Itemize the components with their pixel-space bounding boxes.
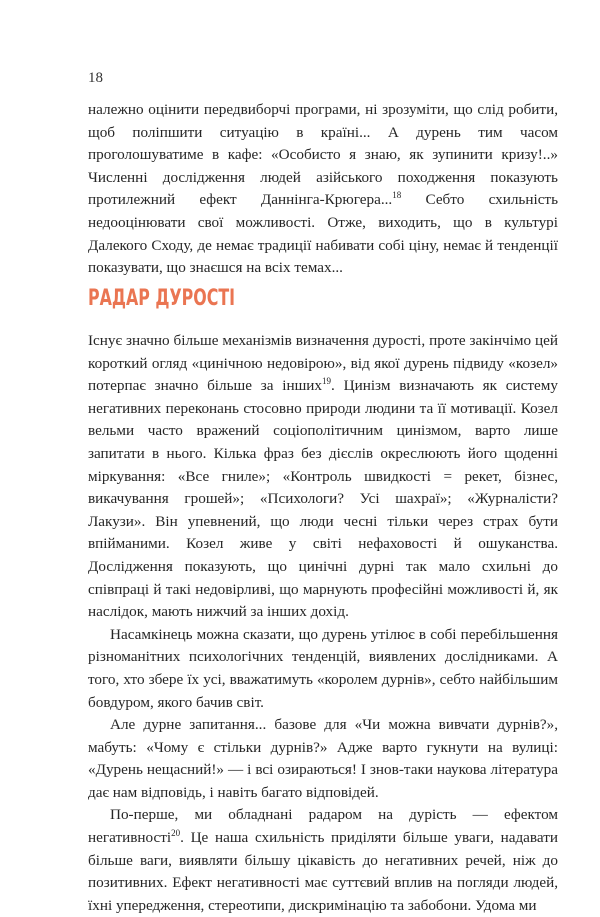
paragraph-text: Насамкінець можна сказати, що дурень утілює в собі перебільшення різноманітних психологічних тенденцій, виявлених дослідниками. А того, хто збере їх усі, вважатимуть «королем дурнів», себто найбільшим бовдуром, якого бачив світ. — [88, 625, 558, 711]
footnote-ref: 20 — [171, 828, 181, 838]
paragraph-text: По-перше, ми обладнані радаром на дурість — ефектом негативності — [88, 806, 558, 847]
paragraph — [88, 804, 558, 917]
section-body — [88, 330, 558, 917]
paragraph-text: . Цинізм визначають як систему негативних переконань стосовно природи людини та її мотивації. Козел вельми часто вражений соціополітичним цинізмом, варто лише запитати в нього. Кілька фраз без дієслів окреслюють його щоденні міркування: «Все гниле»; «Контроль швидкості = рекет, бізнес, викачування грошей»; «Психологи? Усі шахраї»; «Журналісти? Лакузи». Він упевнений, що люди чесні тільки через страх бути впійманими. Козел живе у світі нефаховості й ошуканства. Дослідження показують, що цинічні дурні так мало схильні до співпраці й такі недовірливі, що марнують професійні можливості й, як наслідок, мають нижчий за інших дохід. — [88, 377, 559, 621]
paragraph-text: Існує значно більше механізмів визначення дурості, проте закінчімо цей короткий огляд «цинічною недовірою», від якої дурень підвиду «козел» потерпає значно більше за інших — [88, 332, 558, 395]
intro-text — [88, 99, 558, 280]
section-heading: РАДАР ДУРОСТІ — [88, 286, 236, 311]
paragraph — [88, 714, 558, 804]
paragraph — [88, 624, 558, 714]
paragraph-text: . Це наша схильність приділяти більше уваги, надавати більше ваги, виявляти більшу цікавість до негативних речей, ніж до позитивних. Ефект негативності має суттєвий вплив на погляди людей, їхні упередження, стереотипи, дискримінацію та забобони. Удома ми — [88, 829, 558, 914]
paragraph-text: Але дурне запитання... базове для «Чи можна вивчати дурнів?», мабуть: «Чому є стільки дурнів?» Адже варто гукнути на вулиці: «Дурень нещасний!» — і всі озираються! І знов-таки наукова література дає нам відповідь, і навіть багато відповідей. — [88, 716, 558, 801]
intro-text-part: Себто схильність недооцінювати свої можливості. Отже, виходить, що в культурі Далекого Сходу, де немає традиції набивати собі ціну, немає й тенденції показувати, що знаєшся на всіх темах... — [88, 191, 558, 277]
intro-text-part: належно оцінити передвиборчі програми, ні зрозуміти, що слід робити, щоб поліпшити ситуацію в країні... А дурень тим часом проголошуватиме в кафе: «Особисто я знаю, як зупинити кризу!..» Численні дослідження людей азійського походження показують протилежний ефект Даннінга-Крюгера... — [88, 101, 558, 209]
paragraph — [88, 330, 558, 624]
intro-paragraph — [88, 99, 558, 280]
footnote-ref: 19 — [322, 376, 332, 387]
page-number: 18 — [88, 70, 103, 86]
footnote-ref: 18 — [392, 190, 402, 201]
